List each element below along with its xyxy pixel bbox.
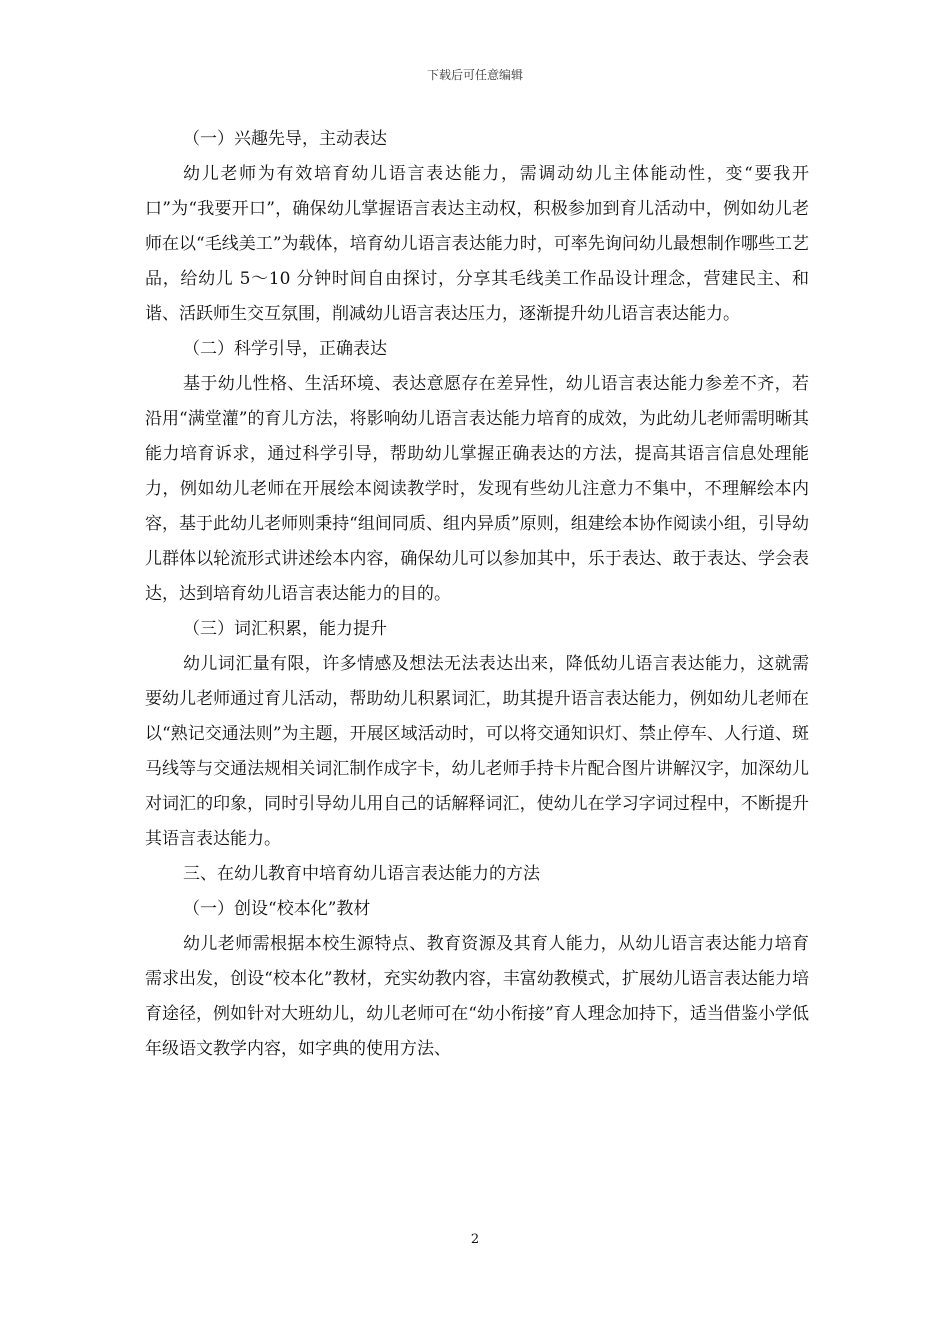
subheading-school-based-materials: （一）创设“校本化”教材 — [183, 899, 371, 919]
document-body — [145, 122, 809, 1067]
paragraph-interest-led: 幼儿老师为有效培育幼儿语言表达能力，需调动幼儿主体能动性，变“要我开口”为“我要开口”，确保幼儿掌握语言表达主动权，积极参加到育儿活动中，例如幼儿老师在以“毛线美工”为载体，培育幼儿语言表达能力时，可率先询问幼儿最想制作哪些工艺品，给幼儿 5～10 分钟时间自由探讨，分享其毛线美工作品设计理念，营建民主、和谐、活跃师生交互氛围，削减幼儿语言表达压力，逐渐提升幼儿语言表达能力。 — [145, 164, 809, 324]
subheading-scientific-guidance: （二）科学引导，正确表达 — [183, 339, 387, 359]
paragraph-vocabulary: 幼儿词汇量有限，许多情感及想法无法表达出来，降低幼儿语言表达能力，这就需要幼儿老师通过育儿活动，帮助幼儿积累词汇，助其提升语言表达能力，例如幼儿老师在以“熟记交通法则”为主题，开展区域活动时，可以将交通知识灯、禁止停车、人行道、斑马线等与交通法规相关词汇制作成字卡，幼儿老师手持卡片配合图片讲解汉字，加深幼儿对词汇的印象，同时引导幼儿用自己的话解释词汇，使幼儿在学习字词过程中，不断提升其语言表达能力。 — [145, 654, 809, 849]
page-number: 2 — [470, 1232, 480, 1247]
page-header: 下载后可任意编辑 — [426, 68, 523, 82]
subheading-vocabulary: （三）词汇积累，能力提升 — [183, 619, 387, 639]
paragraph-school-based-materials: 幼儿老师需根据本校生源特点、教育资源及其育人能力，从幼儿语言表达能力培育需求出发，创设“校本化”教材，充实幼教内容，丰富幼教模式，扩展幼儿语言表达能力培育途径，例如针对大班幼儿，幼儿老师可在“幼小衔接”育人理念加持下，适当借鉴小学低年级语文教学内容，如字典的使用方法、 — [145, 934, 809, 1059]
section-heading-methods: 三、在幼儿教育中培育幼儿语言表达能力的方法 — [183, 864, 540, 884]
subheading-interest-led: （一）兴趣先导，主动表达 — [183, 129, 387, 149]
paragraph-scientific-guidance: 基于幼儿性格、生活环境、表达意愿存在差异性，幼儿语言表达能力参差不齐，若沿用“满堂灌”的育儿方法，将影响幼儿语言表达能力培育的成效，为此幼儿老师需明晰其能力培育诉求，通过科学引导，帮助幼儿掌握正确表达的方法，提高其语言信息处理能力，例如幼儿老师在开展绘本阅读教学时，发现有些幼儿注意力不集中，不理解绘本内容，基于此幼儿老师则秉持“组间同质、组内异质”原则，组建绘本协作阅读小组，引导幼儿群体以轮流形式讲述绘本内容，确保幼儿可以参加其中，乐于表达、敢于表达、学会表达，达到培育幼儿语言表达能力的目的。 — [145, 374, 809, 604]
